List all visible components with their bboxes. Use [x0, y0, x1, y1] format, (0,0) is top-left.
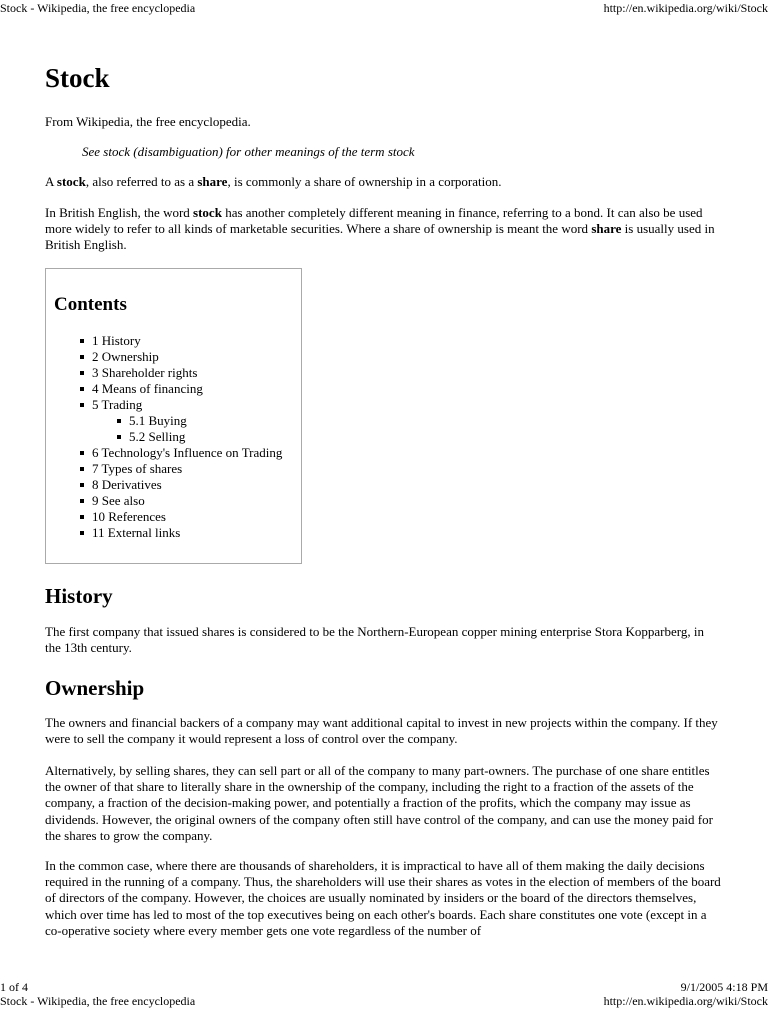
- toc-item-means-of-financing[interactable]: 4 Means of financing: [46, 381, 282, 397]
- page-title: Stock: [45, 63, 110, 93]
- toc-item-technology[interactable]: 6 Technology's Influence on Trading: [46, 445, 282, 461]
- intro-paragraph-1: A stock, also referred to as a share, is commonly a share of ownership in a corporation.: [45, 174, 502, 189]
- toc-item-selling[interactable]: 5.2 Selling: [46, 429, 282, 445]
- ownership-paragraph-3: In the common case, where there are thousands of shareholders, it is impractical to have all of them making the daily decisions required in the running of a company. Thus, the shareholders will use their shares as votes in the election of members of the board of directors of the company. However, the choices are usually nominated by insiders or the board of the directors themselves, which over time has led to most of the top executives being on each other's boards. Each share constitutes one vote (except in a co-operative society where every member gets one vote regardless of the number of: [45, 858, 721, 938]
- print-footer-url: http://en.wikipedia.org/wiki/Stock: [603, 994, 768, 1008]
- print-header-url: http://en.wikipedia.org/wiki/Stock: [603, 1, 768, 15]
- disambiguation-note: See stock (disambiguation) for other meanings of the term stock: [82, 144, 415, 159]
- term-stock: stock: [56, 174, 86, 189]
- toc-item-types-of-shares[interactable]: 7 Types of shares: [46, 461, 282, 477]
- toc-list: [46, 333, 282, 541]
- toc-item-see-also[interactable]: 9 See also: [46, 493, 282, 509]
- toc-item-external-links[interactable]: 11 External links: [46, 525, 282, 541]
- toc-item-buying[interactable]: 5.1 Buying: [46, 413, 282, 429]
- from-line: From Wikipedia, the free encyclopedia.: [45, 114, 251, 129]
- section-heading-ownership: Ownership: [45, 676, 145, 700]
- table-of-contents: [45, 268, 302, 564]
- section-heading-history: History: [45, 584, 113, 608]
- ownership-paragraph-1: The owners and financial backers of a company may want additional capital to invest in new projects within the company. If they were to sell the company it would represent a loss of control over the company.: [45, 715, 718, 747]
- print-footer-datetime: 9/1/2005 4:18 PM: [680, 980, 768, 994]
- print-footer-title: Stock - Wikipedia, the free encyclopedia: [0, 994, 196, 1008]
- toc-title: Contents: [54, 294, 127, 315]
- toc-item-derivatives[interactable]: 8 Derivatives: [46, 477, 282, 493]
- toc-item-references[interactable]: 10 References: [46, 509, 282, 525]
- print-footer-page: 1 of 4: [0, 980, 28, 994]
- intro-paragraph-2: In British English, the word stock has another completely different meaning in finance, referring to a bond. It can also be used more widely to refer to all kinds of marketable securities. Where a share of ownership is meant the word share is usually used in British English.: [45, 205, 715, 253]
- ownership-paragraph-2: Alternatively, by selling shares, they can sell part or all of the company to many part-owners. The purchase of one share entitles the owner of that share to literally share in the ownership of the company, including the right to a fraction of the assets of the company, a fraction of the decision-making power, and potentially a fraction of the profits, which the company may issue as dividends. However, the original owners of the company often still have control of the company, and can use the money paid for the shares to grow the company.: [45, 763, 713, 843]
- history-paragraph: The first company that issued shares is considered to be the Northern-European copper mining enterprise Stora Kopparberg, in the 13th century.: [45, 624, 704, 656]
- toc-item-ownership[interactable]: 2 Ownership: [46, 349, 282, 365]
- term-stock: stock: [193, 205, 222, 220]
- term-share: share: [591, 221, 622, 237]
- toc-item-trading[interactable]: 5 Trading: [46, 397, 282, 413]
- toc-item-shareholder-rights[interactable]: 3 Shareholder rights: [46, 365, 282, 381]
- term-share: share: [197, 174, 228, 189]
- print-header-title: Stock - Wikipedia, the free encyclopedia: [0, 1, 196, 15]
- toc-item-history[interactable]: 1 History: [46, 333, 282, 349]
